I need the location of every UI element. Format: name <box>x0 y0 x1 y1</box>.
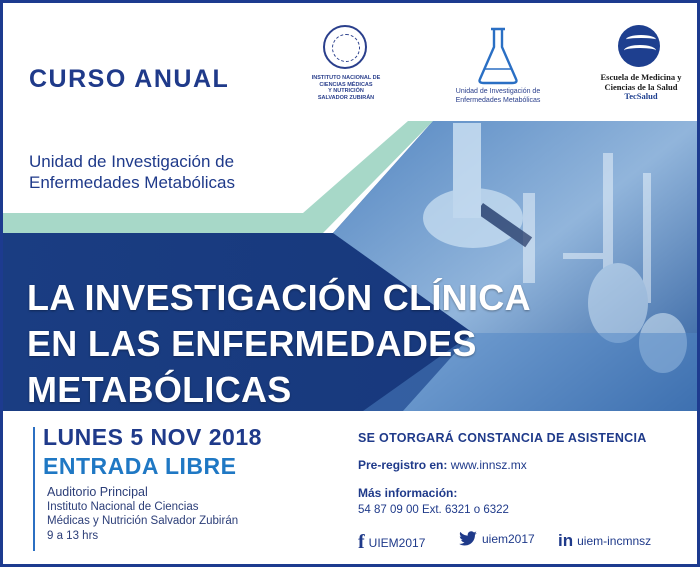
preregistration-url[interactable]: www.innsz.mx <box>450 458 527 472</box>
facebook-handle: UIEM2017 <box>368 535 426 550</box>
free-entry-label: ENTRADA LIBRE <box>43 453 237 479</box>
event-venue <box>47 485 297 543</box>
headline-line2: EN LAS ENFERMEDADES METABÓLICAS <box>27 323 477 410</box>
accent-divider <box>33 427 35 551</box>
institute-seal-icon <box>323 25 367 69</box>
unit-name <box>29 151 309 193</box>
linkedin-link[interactable] <box>558 531 651 551</box>
phone-number: 54 87 09 00 Ext. 6321 o 6322 <box>358 504 509 516</box>
tec-logo-line1: Escuela de Medicina y <box>600 72 682 82</box>
flask-icon <box>476 25 520 85</box>
certificate-notice: SE OTORGARÁ CONSTANCIA DE ASISTENCIA <box>358 431 647 445</box>
tecsalud-logo <box>591 25 691 115</box>
more-info-label: Más información: <box>358 486 458 500</box>
facebook-icon: f <box>358 531 365 553</box>
event-headline <box>27 275 687 413</box>
tec-logo-line3: TecSalud <box>624 91 658 101</box>
headline-line1: LA INVESTIGACIÓN CLÍNICA <box>27 277 531 318</box>
tec-logo-line2: Ciencias de la Salud <box>604 81 678 92</box>
event-hours: 9 a 13 hrs <box>47 529 99 542</box>
uiem-logo-line2: Enfermedades Metabólicas <box>455 97 541 104</box>
unit-name-line2: Enfermedades Metabólicas <box>29 173 236 192</box>
preregistration-label: Pre-registro en: <box>358 458 448 472</box>
course-title: CURSO ANUAL <box>29 65 230 93</box>
linkedin-icon: in <box>558 531 574 550</box>
venue-line1: Auditorio Principal <box>47 485 148 499</box>
preregistration <box>358 458 527 472</box>
globe-logo-icon <box>618 25 660 67</box>
twitter-handle: uiem2017 <box>482 532 535 546</box>
linkedin-handle: uiem-incmnsz <box>577 534 652 548</box>
innsz-logo <box>311 25 381 115</box>
twitter-icon <box>458 531 478 547</box>
twitter-link[interactable] <box>458 531 535 547</box>
innsz-logo-text: INSTITUTO NACIONAL DE CIENCIAS MÉDICAS Y NUTRICIÓN SALVADOR ZUBIRÁN <box>311 75 381 101</box>
uiem-logo <box>443 25 553 115</box>
event-date: LUNES 5 NOV 2018 <box>43 424 262 450</box>
unit-name-line1: Unidad de Investigación de <box>29 152 235 171</box>
venue-line3: Médicas y Nutrición Salvador Zubirán <box>47 515 239 527</box>
venue-line2: Instituto Nacional de Ciencias <box>47 500 199 513</box>
facebook-link[interactable] <box>358 531 425 554</box>
uiem-logo-line1: Unidad de Investigación de <box>455 88 541 95</box>
